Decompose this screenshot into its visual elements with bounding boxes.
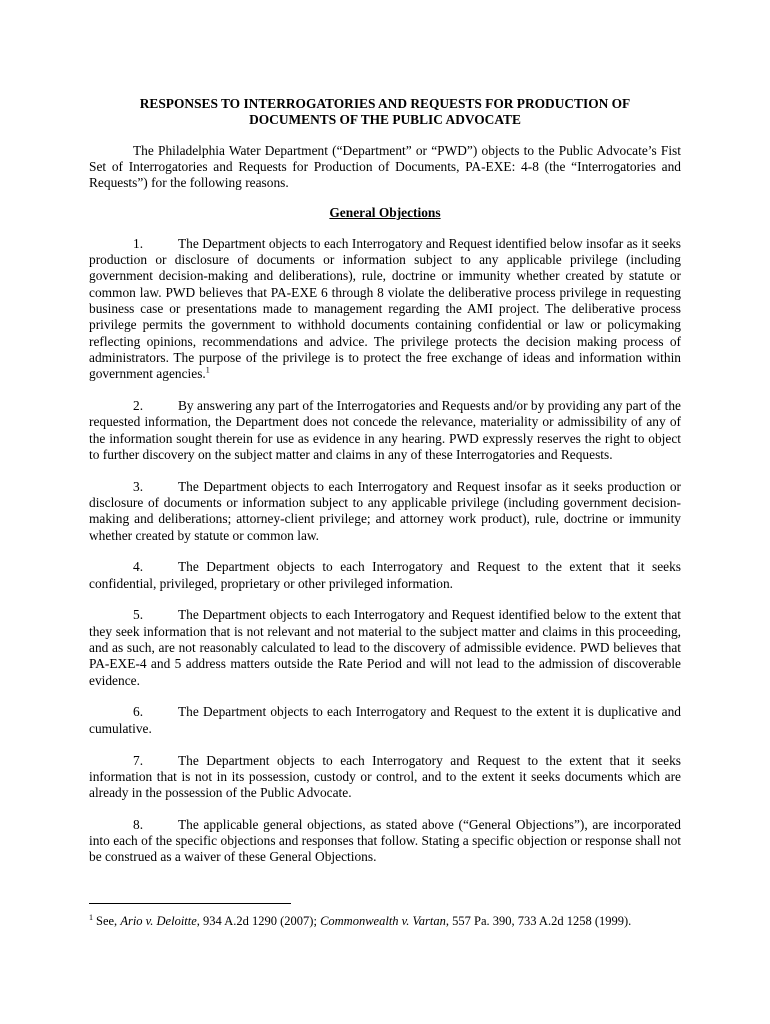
objection-text: The Department objects to each Interrogatory and Request identified below to the extent that they seek information that is not relevant and not material to the subject matter and claims in this proceeding, and as such, are not reasonably calculated to lead to the discovery of admissible evidence. PWD believes that PA-EXE-4 and 5 address matters outside the Rate Period and will not lead to the admission of discoverable evidence. <box>89 607 681 688</box>
objection-number: 4. <box>133 559 144 575</box>
objection-number: 8. <box>133 816 144 832</box>
objection-number: 3. <box>133 478 144 494</box>
objection-paragraph <box>89 704 681 737</box>
footnote-reference: 1 <box>205 365 210 375</box>
footnote-see: See, <box>96 914 121 928</box>
document-title <box>89 96 681 129</box>
intro-paragraph: The Philadelphia Water Department (“Department” or “PWD”) objects to the Public Advocate’s Fist Set of Interrogatories and Requests for Production of Documents, PA-EXE: 4-8 (the “Interrogatories and Requests”) for the following reasons. <box>89 142 681 191</box>
objection-number: 2. <box>133 397 144 413</box>
document-body <box>89 96 681 881</box>
title-line-2: DOCUMENTS OF THE PUBLIC ADVOCATE <box>249 112 521 128</box>
objection-paragraph <box>89 607 681 688</box>
footnote <box>89 914 689 929</box>
objection-number: 1. <box>133 235 144 251</box>
objection-text: The Department objects to each Interrogatory and Request to the extent that it seeks information that is not in its possession, custody or control, and to the extent it seeks documents which are already in the possession of the Public Advocate. <box>89 752 681 801</box>
objections-list <box>89 236 681 866</box>
footnote-case-1: Ario v. Deloitte <box>120 914 197 928</box>
objection-paragraph <box>89 559 681 592</box>
objection-text: By answering any part of the Interrogatories and Requests and/or by providing any part of the requested information, the Department does not concede the relevance, materiality or admissibility of any of the information sought therein for use as evidence in any hearing. PWD expressly reserves the right to object to further discovery on the subject matter and claims in any of these Interrogatories and Requests. <box>89 397 681 462</box>
objection-text: The Department objects to each Interrogatory and Request to the extent that it seeks confidential, privileged, proprietary or other privileged information. <box>89 559 681 591</box>
footnote-cite-1: , 934 A.2d 1290 (2007); <box>196 914 321 928</box>
objection-paragraph <box>89 398 681 463</box>
title-line-1: RESPONSES TO INTERROGATORIES AND REQUESTS FOR PRODUCTION OF <box>139 96 631 111</box>
objection-number: 6. <box>133 704 144 720</box>
objection-text: The Department objects to each Interrogatory and Request to the extent it is duplicative and cumulative. <box>89 704 681 736</box>
objection-text: The Department objects to each Interrogatory and Request identified below insofar as it seeks production or disclosure of documents or information subject to any applicable privilege (including government decision-making and deliberations), rule, doctrine or immunity whether created by statute or common law. PWD believes that PA-EXE 6 through 8 violate the deliberative process privilege in requesting business case or presentations made to management regarding the AMI project. The deliberative process privilege permits the government to withhold documents containing confidential or law or policymaking reflecting opinions, recommendations and advice. The privilege protects the decision making process of administrators. The purpose of the privilege is to protect the free exchange of ideas and information within government agencies. <box>89 235 681 382</box>
objection-number: 5. <box>133 607 144 623</box>
objection-text: The Department objects to each Interrogatory and Request insofar as it seeks production or disclosure of documents or information subject to any applicable privilege (including government decision-making and deliberations; attorney-client privilege; and attorney work product), rule, doctrine or immunity whether created by statute or common law. <box>89 478 681 543</box>
footnote-mark: 1 <box>89 912 93 922</box>
objection-paragraph <box>89 479 681 544</box>
objection-paragraph <box>89 753 681 802</box>
footnote-cite-2: , 557 Pa. 390, 733 A.2d 1258 (1999). <box>445 914 632 928</box>
objection-text: The applicable general objections, as stated above (“General Objections”), are incorporated into each of the specific objections and responses that follow. Stating a specific objection or response shall not be construed as a waiver of these General Objections. <box>89 816 681 865</box>
objection-paragraph <box>89 817 681 866</box>
footnote-divider <box>89 903 291 904</box>
section-heading: General Objections <box>329 205 441 221</box>
objection-number: 7. <box>133 752 144 768</box>
objection-paragraph <box>89 236 681 383</box>
footnote-case-2: Commonwealth v. Vartan <box>320 914 446 928</box>
